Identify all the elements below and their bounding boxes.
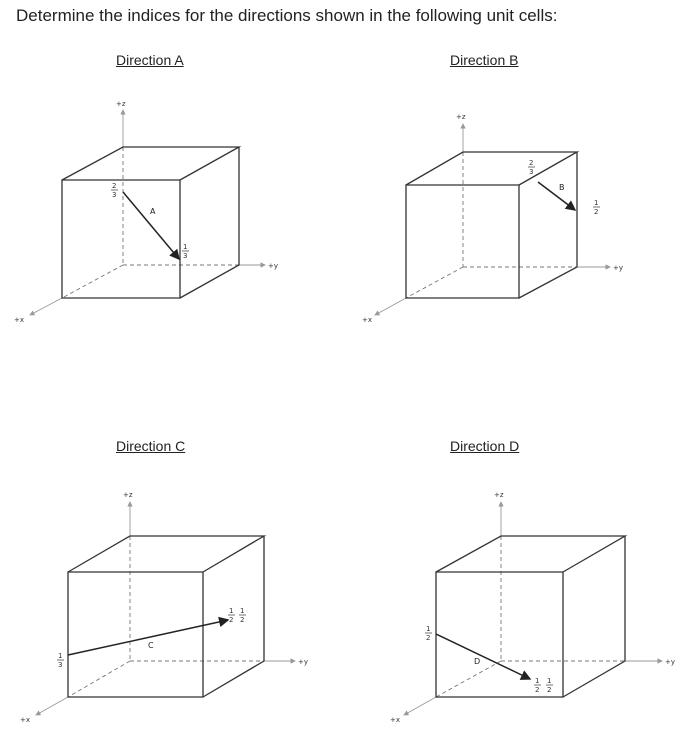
fraction-denominator: 2 (594, 208, 599, 216)
y-axis-label: +y (298, 658, 309, 666)
fraction-numerator: 1 (547, 677, 552, 685)
direction-b-arrow (538, 182, 575, 210)
z-axis-label: +z (116, 100, 126, 108)
question-prompt: Determine the indices for the directions shown in the following unit cells: (16, 6, 558, 25)
fraction-denominator: 2 (535, 686, 540, 694)
unit-cell-b (362, 113, 623, 324)
x-axis-label: +x (14, 316, 25, 324)
fraction-denominator: 2 (426, 634, 431, 642)
fraction-numerator: 1 (535, 677, 540, 685)
fraction-denominator: 3 (529, 168, 534, 176)
fraction-numerator: 1 (58, 652, 63, 660)
fraction-denominator: 2 (229, 616, 234, 624)
x-axis-label: +x (20, 716, 31, 724)
fraction-numerator: 1 (594, 199, 599, 207)
fraction-numerator: 1 (240, 607, 245, 615)
fraction-denominator: 2 (240, 616, 245, 624)
direction-a-arrow (123, 192, 179, 259)
direction-d-label: D (474, 657, 481, 666)
panel-b-title: Direction B (450, 52, 519, 68)
fraction-denominator: 3 (58, 661, 63, 669)
fraction-numerator: 2 (112, 182, 117, 190)
direction-b-label: B (559, 183, 565, 192)
y-axis-label: +y (613, 264, 624, 272)
fraction-numerator: 1 (183, 243, 188, 251)
unit-cell-d (390, 491, 675, 724)
direction-d-arrow (436, 634, 530, 679)
fraction-denominator: 2 (547, 686, 552, 694)
fraction-denominator: 3 (183, 252, 188, 260)
panel-a-title: Direction A (116, 52, 184, 68)
fraction-denominator: 3 (112, 191, 117, 199)
fraction-numerator: 1 (229, 607, 234, 615)
y-axis-label: +y (268, 262, 279, 270)
fraction-numerator: 1 (426, 625, 431, 633)
z-axis-label: +z (456, 113, 466, 121)
panel-d-title: Direction D (450, 438, 520, 454)
fraction-numerator: 2 (529, 159, 534, 167)
z-axis-label: +z (494, 491, 504, 499)
y-axis-label: +y (665, 658, 676, 666)
unit-cell-c (20, 491, 308, 724)
x-axis-label: +x (390, 716, 401, 724)
panel-c-title: Direction C (116, 438, 186, 454)
z-axis-label: +z (123, 491, 133, 499)
direction-c-label: C (148, 641, 154, 650)
direction-a-label: A (150, 207, 156, 216)
x-axis-label: +x (362, 316, 373, 324)
unit-cell-a (14, 100, 278, 324)
